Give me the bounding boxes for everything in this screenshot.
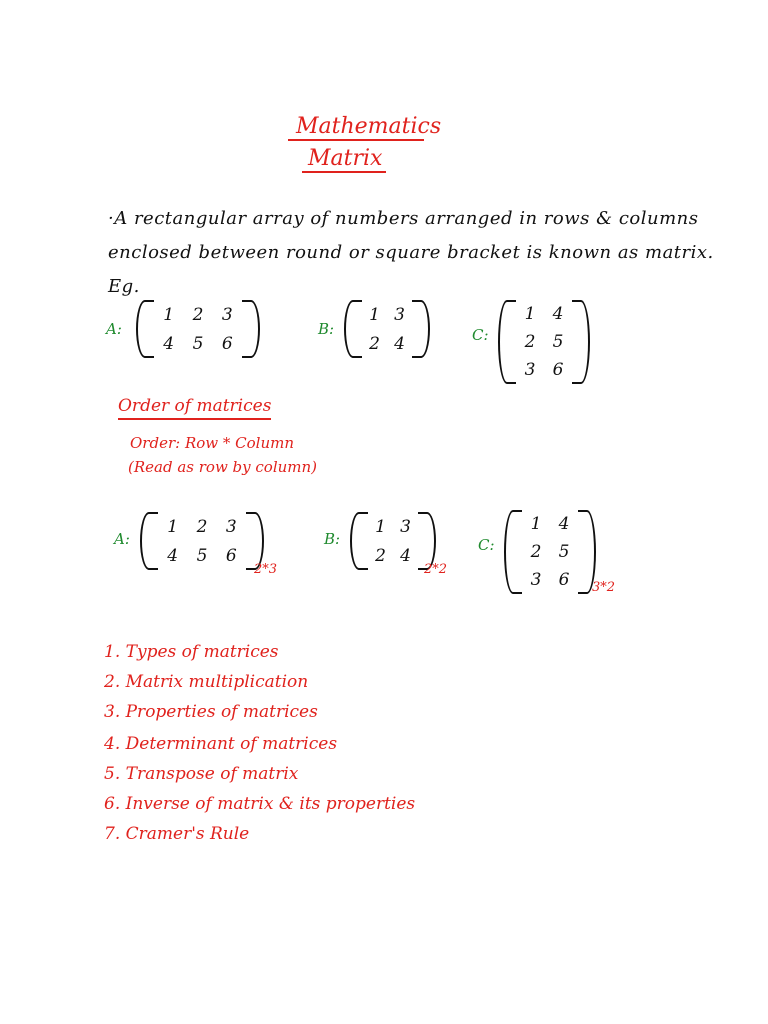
matrix-b	[344, 300, 430, 358]
definition-line-1: ·A rectangular array of numbers arranged in rows & columns	[108, 208, 699, 229]
order-note: (Read as row by column)	[128, 458, 318, 476]
page-title: Mathematics	[296, 114, 442, 139]
left-paren	[136, 300, 154, 358]
order-formula: Order: Row * Column	[130, 434, 294, 452]
left-paren	[504, 510, 522, 594]
matrix-cell: 3	[400, 516, 411, 537]
topic-item: 7. Cramer's Rule	[104, 824, 250, 844]
definition-line-2: enclosed between round or square bracket is known as matrix.	[108, 242, 714, 263]
order-tag-b: 2*2	[424, 562, 448, 577]
subtitle-underline	[302, 171, 386, 173]
order-heading: Order of matrices	[118, 396, 271, 420]
matrix-cell: 3	[524, 360, 536, 380]
matrix-cell: 1	[524, 304, 536, 324]
page-subtitle: Matrix	[308, 146, 383, 171]
matrix-cell: 4	[163, 333, 175, 354]
matrix-cell: 3	[394, 304, 405, 325]
matrix-cell: 6	[558, 570, 570, 590]
topic-item: 4. Determinant of matrices	[104, 734, 338, 754]
right-paren	[242, 300, 260, 358]
topic-item: 2. Matrix multiplication	[104, 672, 309, 692]
matrix-a-label: A:	[106, 320, 122, 338]
topic-item: 1. Types of matrices	[104, 642, 279, 662]
matrix-cell: 4	[400, 545, 411, 566]
matrix-cell: 5	[558, 542, 570, 562]
matrix-c	[498, 300, 590, 384]
matrix-cell: 6	[221, 333, 233, 354]
matrix-cell: 3	[225, 516, 237, 537]
matrix-c-ordered	[504, 510, 596, 594]
matrix-cell: 5	[196, 545, 208, 566]
order-tag-c: 3*2	[592, 580, 616, 595]
matrix-c-label: C:	[472, 326, 489, 344]
matrix-cell: 6	[552, 360, 564, 380]
order-tag-a: 2*3	[254, 562, 278, 577]
matrix-cell: 2	[524, 332, 536, 352]
left-paren	[350, 512, 368, 570]
matrix-cell: 2	[375, 545, 386, 566]
matrix-cell: 2	[530, 542, 542, 562]
matrix-c-label: C:	[478, 536, 495, 554]
left-paren	[140, 512, 158, 570]
matrix-cell: 1	[369, 304, 380, 325]
matrix-cell: 1	[163, 304, 175, 325]
matrix-b-label: B:	[318, 320, 335, 338]
matrix-cell: 2	[196, 516, 208, 537]
matrix-a-label: A:	[114, 530, 130, 548]
matrix-cell: 6	[225, 545, 237, 566]
matrix-a-ordered	[140, 512, 264, 570]
title-underline	[288, 139, 424, 141]
matrix-a	[136, 300, 260, 358]
matrix-cell: 4	[394, 333, 405, 354]
matrix-cell: 1	[167, 516, 179, 537]
matrix-cell: 4	[167, 545, 179, 566]
matrix-cell: 4	[552, 304, 564, 324]
left-paren	[344, 300, 362, 358]
matrix-b-label: B:	[324, 530, 341, 548]
right-paren	[412, 300, 430, 358]
topic-item: 6. Inverse of matrix & its properties	[104, 794, 416, 814]
matrix-cell: 5	[552, 332, 564, 352]
eg-label: Eg.	[108, 276, 140, 297]
right-paren	[572, 300, 590, 384]
topic-item: 3. Properties of matrices	[104, 702, 318, 722]
matrix-cell: 1	[375, 516, 386, 537]
matrix-cell: 2	[369, 333, 380, 354]
matrix-cell: 5	[192, 333, 204, 354]
matrix-cell: 4	[558, 514, 570, 534]
matrix-cell: 1	[530, 514, 542, 534]
matrix-cell: 3	[530, 570, 542, 590]
matrix-cell: 3	[221, 304, 233, 325]
matrix-cell: 2	[192, 304, 204, 325]
left-paren	[498, 300, 516, 384]
topic-item: 5. Transpose of matrix	[104, 764, 299, 784]
